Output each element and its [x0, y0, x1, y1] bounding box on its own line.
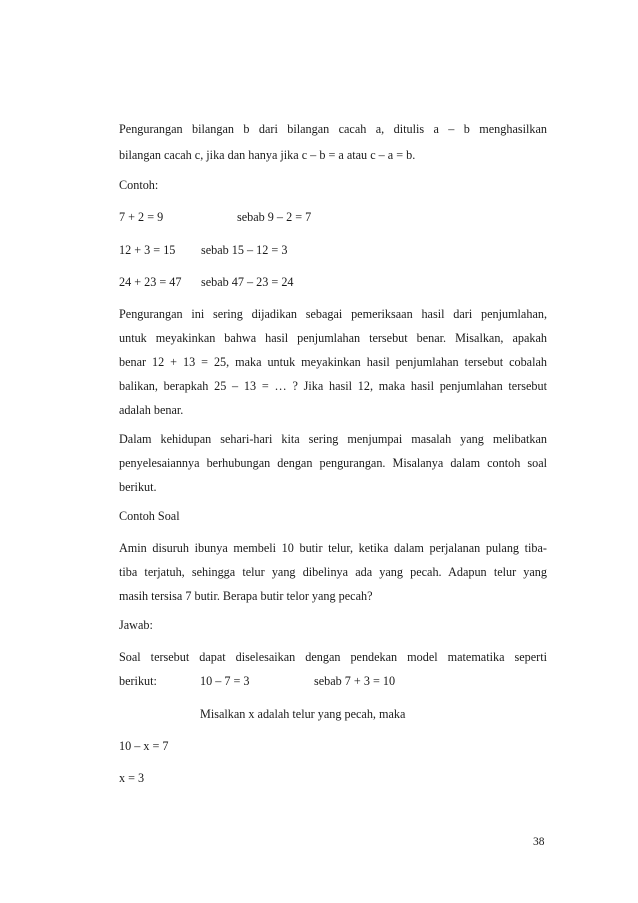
solution-equation: 10 – 7 = 3 — [200, 674, 250, 688]
check-paragraph-line-1: Pengurangan ini sering dijadikan sebagai pemeriksaan hasil dari penjumlahan, — [119, 307, 547, 321]
check-paragraph-line-2: untuk meyakinkan bahwa hasil penjumlahan tersebut benar. Misalkan, apakah — [119, 331, 547, 345]
problem-line-3: masih tersisa 7 butir. Berapa butir telor yang pecah? — [119, 589, 373, 603]
definition-line-2: bilangan cacah c, jika dan hanya jika c – b = a atau c – a = b. — [119, 148, 416, 162]
example-3-reason: sebab 47 – 23 = 24 — [201, 275, 294, 289]
example-1-equation: 7 + 2 = 9 — [119, 210, 164, 224]
problem-line-1: Amin disuruh ibunya membeli 10 butir telur, ketika dalam perjalanan pulang tiba- — [119, 541, 547, 555]
example-3-equation: 24 + 23 = 47 — [119, 275, 182, 289]
equation-line-2: x = 3 — [119, 771, 145, 785]
daily-paragraph-line-2: penyelesaiannya berhubungan dengan pengurangan. Misalanya dalam contoh soal — [119, 456, 547, 470]
solution-label: berikut: — [119, 674, 157, 688]
solution-reason: sebab 7 + 3 = 10 — [314, 674, 396, 688]
example-2-equation: 12 + 3 = 15 — [119, 243, 176, 257]
example-heading: Contoh: — [119, 178, 159, 192]
definition-line-1: Pengurangan bilangan b dari bilangan cacah a, ditulis a – b menghasilkan — [119, 122, 547, 136]
check-paragraph-line-3: benar 12 + 13 = 25, maka untuk meyakinkan hasil penjumlahan tersebut cobalah — [119, 355, 547, 369]
page-number: 38 — [533, 836, 545, 848]
equation-line-1: 10 – x = 7 — [119, 739, 169, 753]
suppose-line: Misalkan x adalah telur yang pecah, maka — [200, 707, 406, 721]
check-paragraph-line-4: balikan, berapkah 25 – 13 = … ? Jika hasil 12, maka hasil penjumlahan tersebut — [119, 379, 547, 393]
problem-line-2: tiba terjatuh, sehingga telur yang dibelinya ada yang pecah. Adapun telur yang — [119, 565, 547, 579]
check-paragraph-line-5: adalah benar. — [119, 403, 184, 417]
answer-heading: Jawab: — [119, 618, 153, 632]
solution-line-1: Soal tersebut dapat diselesaikan dengan pendekan model matematika seperti — [119, 650, 547, 664]
example-2-reason: sebab 15 – 12 = 3 — [201, 243, 288, 257]
problem-heading: Contoh Soal — [119, 509, 180, 523]
daily-paragraph-line-3: berikut. — [119, 480, 157, 494]
example-1-reason: sebab 9 – 2 = 7 — [237, 210, 312, 224]
daily-paragraph-line-1: Dalam kehidupan sehari-hari kita sering menjumpai masalah yang melibatkan — [119, 432, 547, 446]
